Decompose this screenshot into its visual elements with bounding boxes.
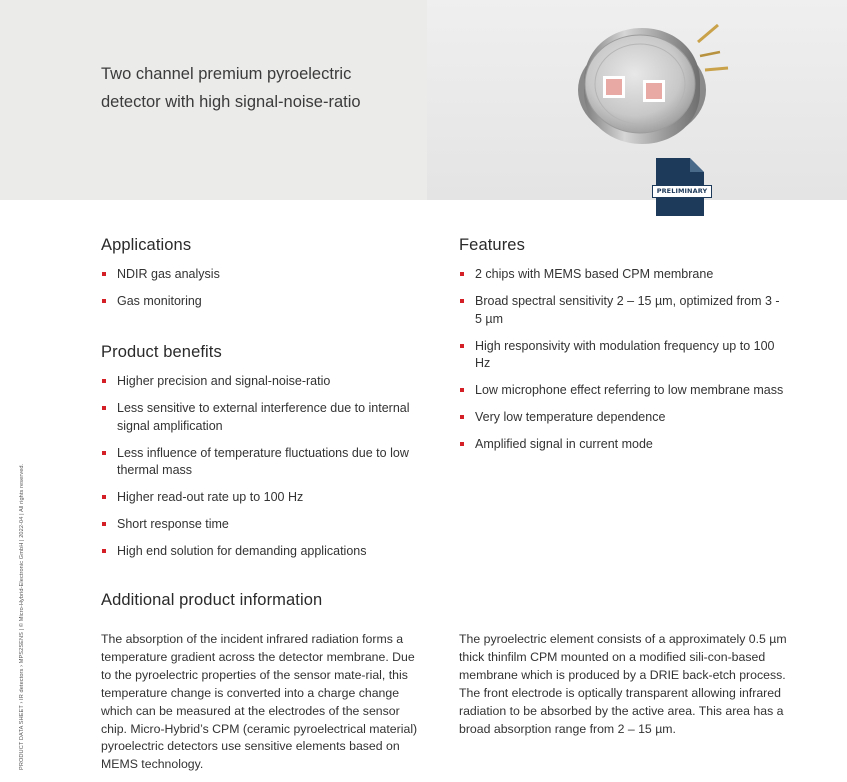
- list-item: Gas monitoring: [101, 293, 431, 311]
- applications-heading: Applications: [101, 236, 192, 254]
- side-footer-text: PRODUCT DATA SHEET › IR detectors › MPS2SENS | © Micro-Hybrid-Electronic GmbH | 2022-04 | All rights reserved.: [19, 463, 25, 770]
- benefits-heading: Product benefits: [101, 343, 222, 361]
- applications-section: [101, 236, 431, 311]
- list-item: Less sensitive to external interference due to internal signal amplification: [101, 400, 431, 435]
- features-list: [459, 266, 784, 454]
- list-item: NDIR gas analysis: [101, 266, 431, 284]
- benefits-section: [101, 343, 431, 561]
- features-heading: Features: [459, 236, 525, 254]
- features-section: [459, 236, 784, 454]
- applications-list: [101, 266, 431, 311]
- additional-info-heading: Additional product information: [101, 591, 323, 609]
- additional-info-section: [101, 591, 701, 610]
- product-title-line-1: Two channel premium pyroelectric: [101, 65, 352, 83]
- product-title: [101, 60, 411, 116]
- list-item: Very low temperature dependence: [459, 409, 784, 427]
- list-item: Higher precision and signal-noise-ratio: [101, 373, 431, 391]
- list-item: High end solution for demanding applications: [101, 543, 431, 561]
- list-item: 2 chips with MEMS based CPM membrane: [459, 266, 784, 284]
- list-item: Amplified signal in current mode: [459, 436, 784, 454]
- product-title-line-2: detector with high signal-noise-ratio: [101, 93, 361, 111]
- list-item: Low microphone effect referring to low membrane mass: [459, 382, 784, 400]
- sensor-image: [570, 10, 750, 150]
- additional-info-paragraph-right: The pyroelectric element consists of a approximately 0.5 µm thick thinfilm CPM mounted on a modified sili-con-based membrane which is produced by a DRIE back-etch process. The front electrode is optically transparent allowing infrared radiation to be absorbed by the active area. This area has a broad absorption range from 2 – 15 µm.: [459, 632, 787, 736]
- list-item: Short response time: [101, 516, 431, 534]
- list-item: High responsivity with modulation frequency up to 100 Hz: [459, 338, 784, 373]
- list-item: Less influence of temperature fluctuations due to low thermal mass: [101, 445, 431, 480]
- list-item: Broad spectral sensitivity 2 – 15 µm, optimized from 3 - 5 µm: [459, 293, 784, 328]
- preliminary-badge: PRELIMINARY: [652, 185, 712, 198]
- additional-info-paragraph-left: The absorption of the incident infrared radiation forms a temperature gradient across the detector membrane. Due to the pyroelectric properties of the sensor mate-rial, this temperature change is converted into a charge change which can be measured at the electrodes of the sensor chip. Micro-Hybrid’s CPM (ceramic pyroelectrical material) pyroelectric detectors use sensitive elements based on MEMS technology.: [101, 632, 418, 772]
- benefits-list: [101, 373, 431, 561]
- list-item: Higher read-out rate up to 100 Hz: [101, 489, 431, 507]
